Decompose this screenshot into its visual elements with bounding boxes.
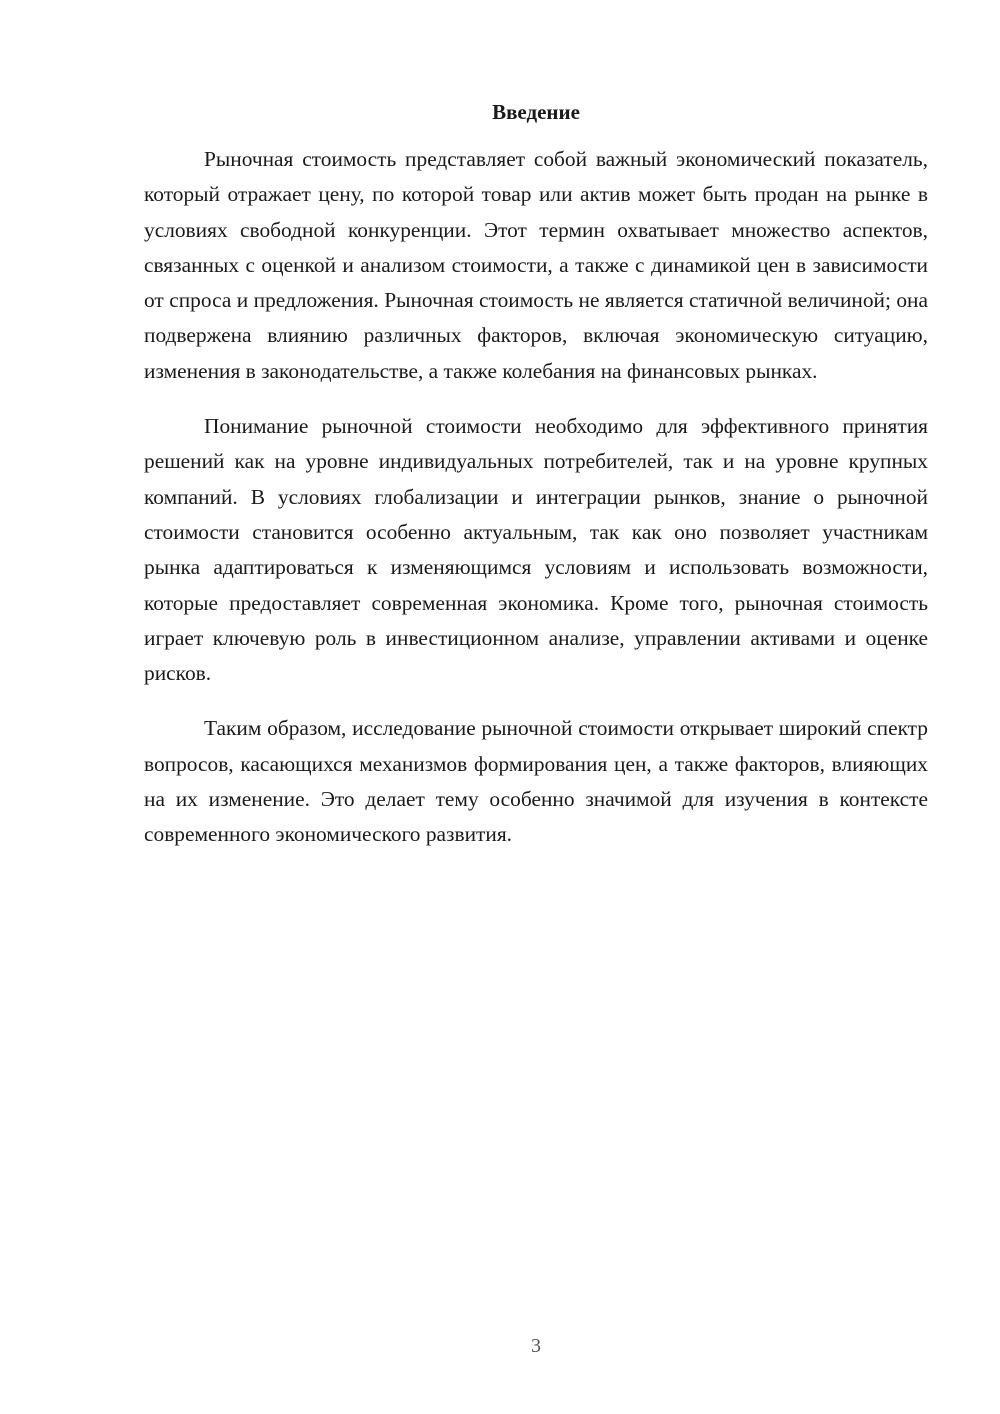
body-text: [144, 142, 928, 873]
paragraph-3: Таким образом, исследование рыночной стоимости открывает широкий спектр вопросов, касающихся механизмов формирования цен, а также факторов, влияющих на их изменение. Это делает тему особенно значимой для изучения в контексте современного экономического развития.: [144, 716, 928, 847]
paragraph-2: Понимание рыночной стоимости необходимо для эффективного принятия решений как на уровне индивидуальных потребителей, так и на уровне крупных компаний. В условиях глобализации и интеграции рынков, знание о рыночной стоимости становится особенно актуальным, так как оно позволяет участникам рынка адаптироваться к изменяющимся условиям и использовать возможности, которые предоставляет современная экономика. Кроме того, рыночная стоимость играет ключевую роль в инвестиционном анализе, управлении активами и оценке рисков.: [144, 414, 928, 686]
page-number: 3: [531, 1335, 541, 1357]
section-heading: Введение: [492, 100, 580, 124]
paragraph-1: Рыночная стоимость представляет собой важный экономический показатель, который отражает цену, по которой товар или актив может быть продан на рынке в условиях свободной конкуренции. Этот термин охватывает множество аспектов, связанных с оценкой и анализом стоимости, а также с динамикой цен в зависимости от спроса и предложения. Рыночная стоимость не является статичной величиной; она подвержена влиянию различных факторов, включая экономическую ситуацию, изменения в законодательстве, а также колебания на финансовых рынках.: [144, 147, 928, 383]
